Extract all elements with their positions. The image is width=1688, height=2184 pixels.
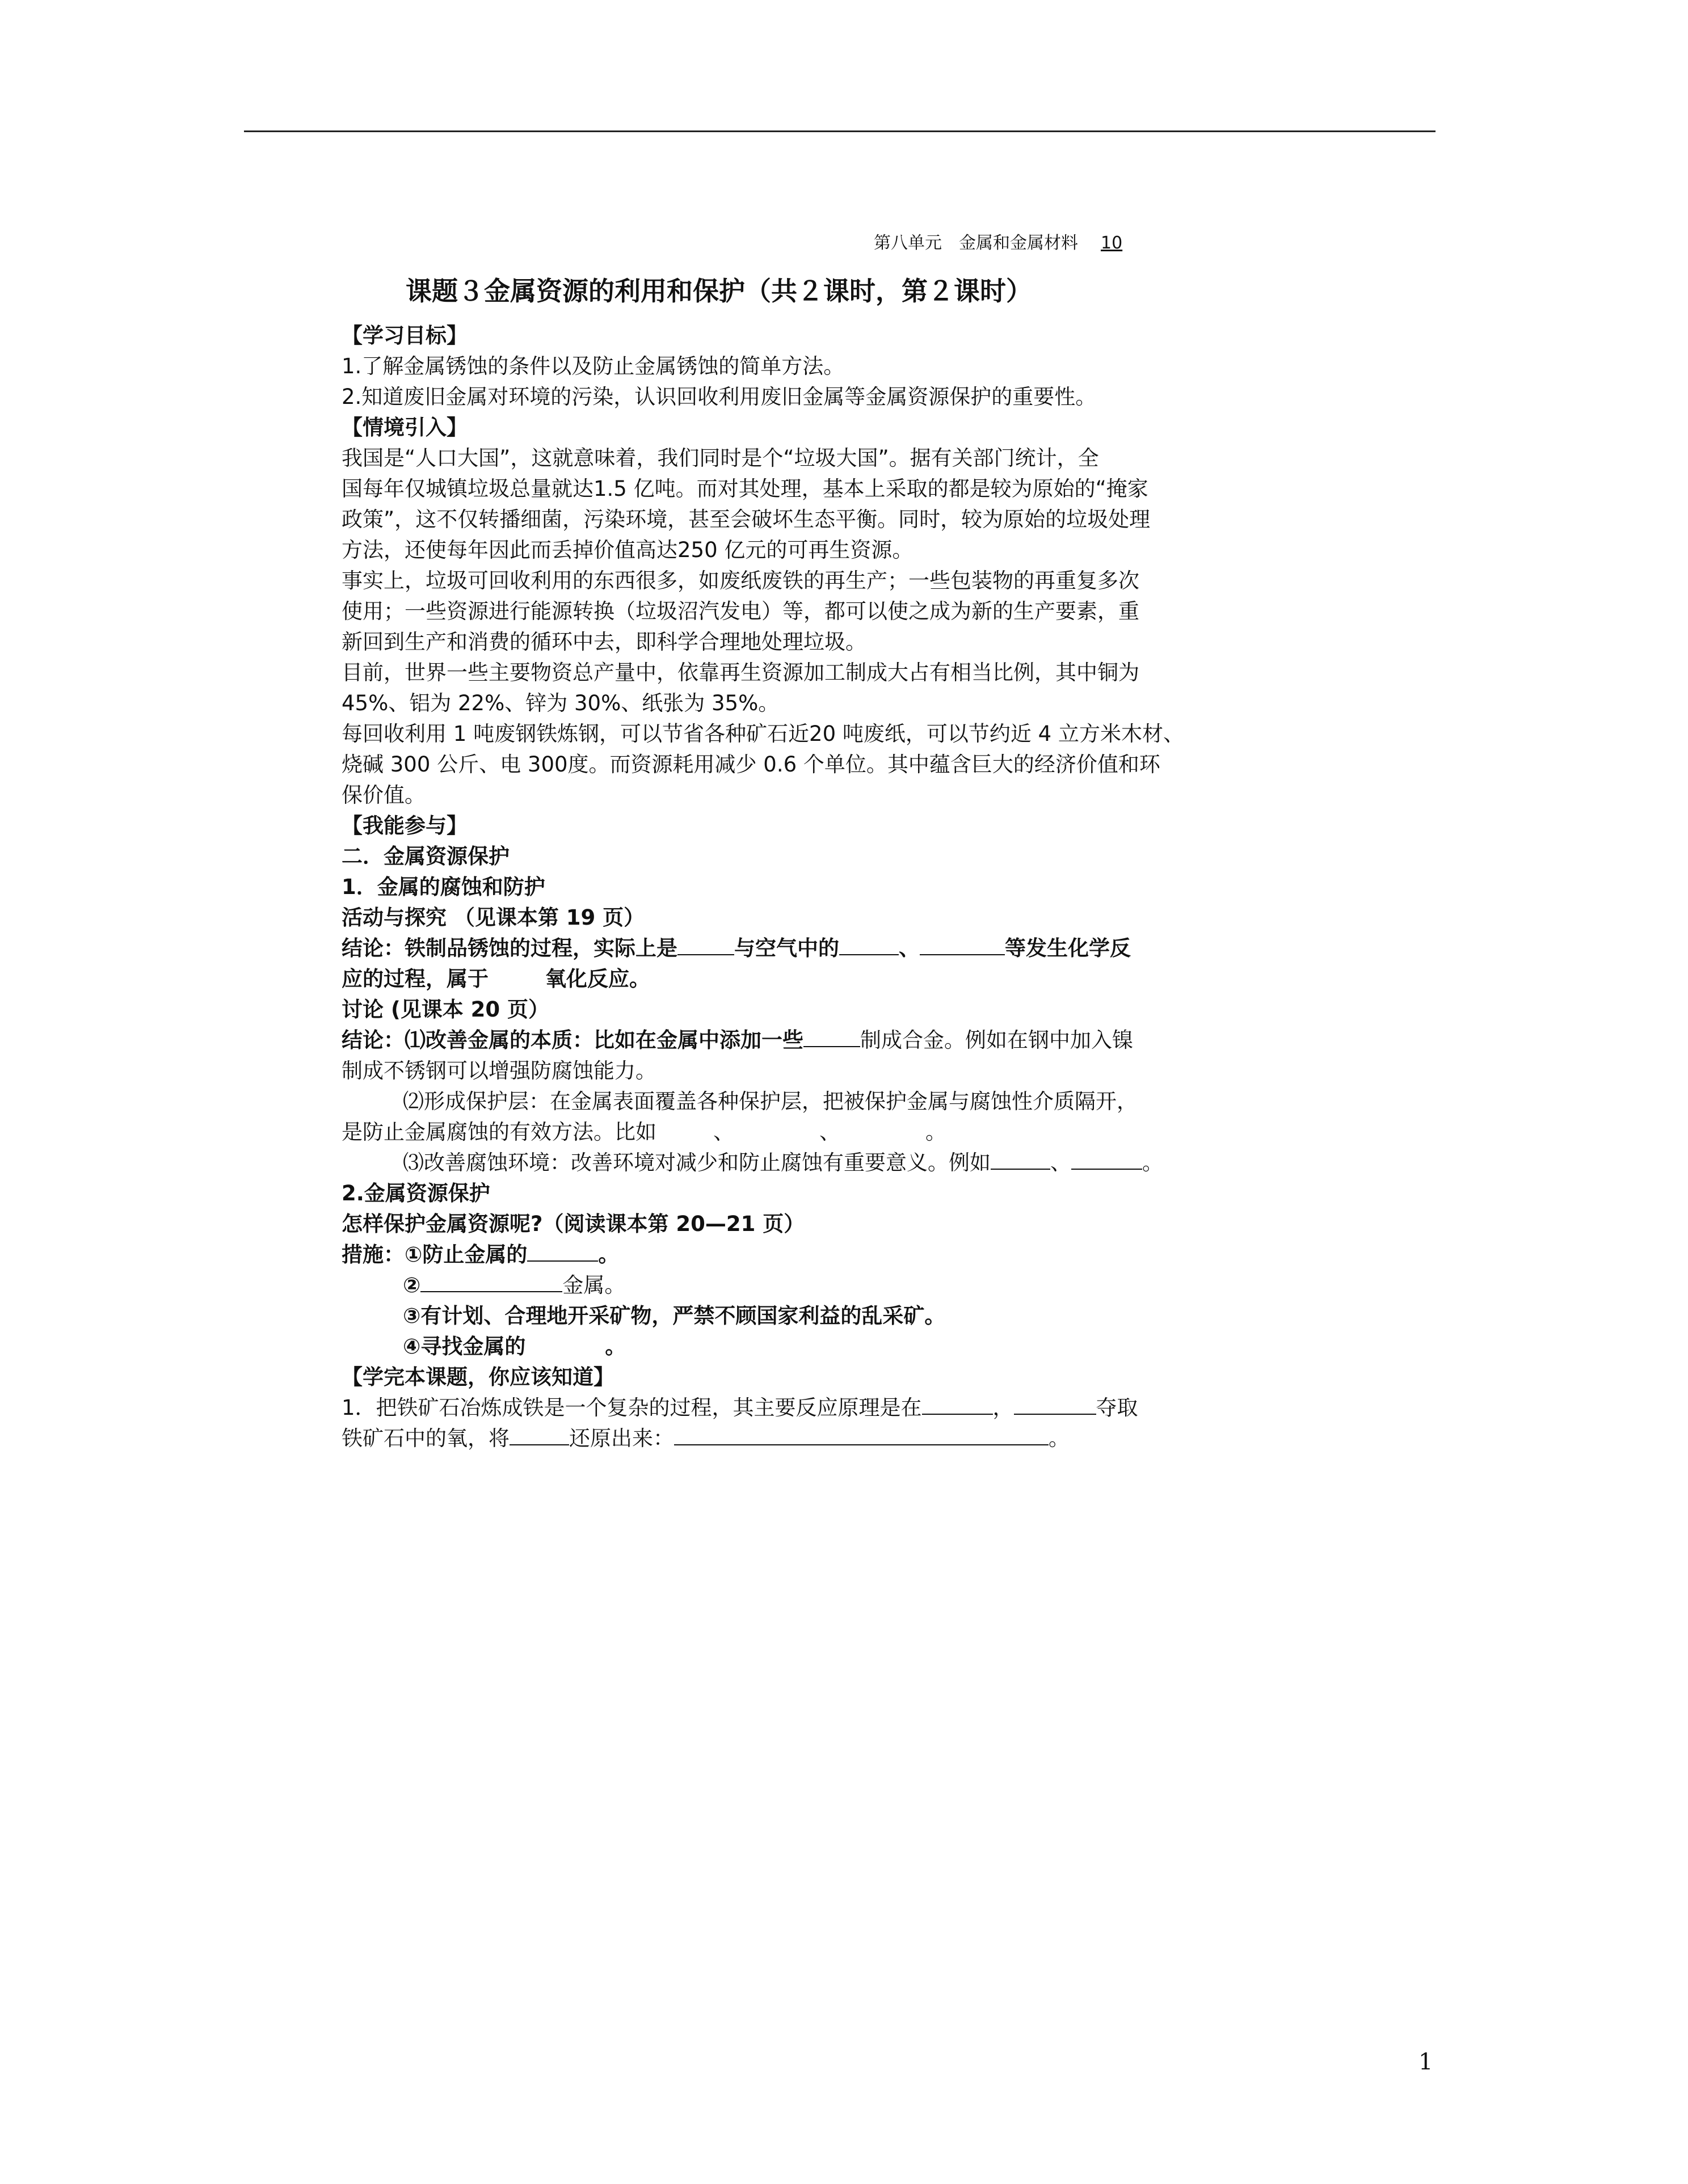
summary-heading: 【学完本课题，你应该知道】 (342, 1365, 614, 1389)
summary-text: 还原出来： (569, 1426, 674, 1451)
summary-text: 1．把铁矿石冶炼成铁是一个复杂的过程，其主要反应原理是在 (342, 1395, 922, 1420)
question-line: 怎样保护金属资源呢?（阅读课本第 20—21 页） (342, 1212, 805, 1236)
goals-heading: 【学习目标】 (342, 323, 468, 348)
page-number: 1 (1418, 2049, 1433, 2075)
header-page-number: 10 (1101, 233, 1123, 253)
conclusion-text: 、 (899, 936, 920, 960)
separator: 。 (598, 1242, 620, 1267)
measure-text: 措施：①防止金属的 (342, 1242, 528, 1267)
fill-blank[interactable] (1014, 1394, 1096, 1415)
discussion-line: 讨论 (见课本 20 页） (342, 997, 550, 1022)
conclusion-text: 制成合金。例如在钢中加入镍 (860, 1028, 1133, 1052)
subsection-heading: 2.金属资源保护 (342, 1181, 490, 1205)
conclusion-text: 与空气中的 (734, 936, 839, 960)
intro-line: 烧碱 300 公斤、电 300度。而资源耗用减少 0.6 个单位。其中蕴含巨大的经济价值和环 (342, 752, 1160, 777)
summary-line-2 (342, 1423, 1147, 1454)
conclusion-2-line-2: 制成不锈钢可以增强防腐蚀能力。 (342, 1059, 656, 1083)
fill-blank[interactable] (510, 1425, 569, 1445)
goal-item: 1.了解金属锈蚀的条件以及防止金属锈蚀的简单方法。 (342, 354, 845, 378)
fill-blank[interactable] (839, 935, 899, 955)
fill-blank[interactable] (803, 1027, 860, 1047)
conclusion-text: 氧化反应。 (545, 967, 650, 991)
intro-line: 目前，世界一些主要物资总产量中，依靠再生资源加工制成大占有相当比例，其中铜为 (342, 660, 1139, 685)
fill-blank[interactable] (922, 1394, 993, 1415)
conclusion-text: 是防止金属腐蚀的有效方法。比如 (342, 1120, 656, 1144)
worksheet-body (342, 321, 1184, 1454)
document-title: 课题３金属资源的利用和保护（共２课时，第２课时） (406, 276, 1032, 306)
protection-layer-line-2 (342, 1117, 1147, 1148)
intro-heading: 【情境引入】 (342, 415, 468, 440)
intro-line: 每回收利用 1 吨废钢铁炼钢，可以节省各种矿石近20 吨废纸，可以节约近 4 立方米木材、 (342, 722, 1184, 746)
intro-line: 新回到生产和消费的循环中去，即科学合理地处理垃圾。 (342, 630, 866, 654)
environment-line (342, 1148, 1163, 1178)
measure-text: ④寻找金属的 (403, 1334, 526, 1359)
measure-text: 金属。 (562, 1273, 626, 1297)
running-head (874, 229, 1140, 254)
subsection-heading: 1．金属的腐蚀和防护 (342, 875, 545, 899)
separator: 、 (1050, 1150, 1071, 1175)
goal-item: 2.知道废旧金属对环境的污染，认识回收利用废旧金属等金属资源保护的重要性。 (342, 385, 1097, 409)
separator: 。 (1049, 1426, 1070, 1451)
separator: 、 (713, 1120, 734, 1144)
conclusion-text: 结论：铁制品锈蚀的过程，实际上是 (342, 936, 677, 960)
participate-heading: 【我能参与】 (342, 813, 468, 838)
separator: ， (992, 1395, 1014, 1420)
separator: 。 (605, 1334, 626, 1359)
intro-line: 45%、铝为 22%、锌为 30%、纸张为 35%。 (342, 691, 780, 715)
fill-blank[interactable] (674, 1425, 1049, 1445)
measure-3: ③有计划、合理地开采矿物，严禁不顾国家利益的乱采矿。 (403, 1304, 946, 1328)
conclusion-1-line-1 (342, 933, 1147, 964)
measure-1 (342, 1239, 1147, 1270)
measure-text: ② (403, 1273, 421, 1297)
intro-line: 使用；一些资源进行能源转换（垃圾沼汽发电）等，都可以使之成为新的生产要素，重 (342, 599, 1139, 623)
fill-blank[interactable] (991, 1149, 1050, 1170)
top-rule (244, 130, 1436, 132)
measure-4 (342, 1331, 1147, 1362)
fill-blank[interactable] (1071, 1149, 1142, 1170)
conclusion-1-line-2 (342, 964, 1147, 994)
conclusion-text: 等发生化学反 (1005, 936, 1131, 960)
conclusion-text: 应的过程，属于 (342, 967, 489, 991)
fill-blank[interactable] (527, 1241, 598, 1262)
conclusion-text: 结论：⑴改善金属的本质：比如在金属中添加一些 (342, 1028, 803, 1052)
conclusion-2-line-1 (342, 1025, 1147, 1056)
measure-2 (342, 1270, 1147, 1301)
fill-blank[interactable] (677, 935, 734, 955)
intro-line: 政策”，这不仅转播细菌，污染环境，甚至会破坏生态平衡。同时，较为原始的垃圾处理 (342, 507, 1151, 532)
fill-blank[interactable] (420, 1272, 562, 1292)
protection-layer-line-1: ⑵形成保护层：在金属表面覆盖各种保护层，把被保护金属与腐蚀性介质隔开， (403, 1089, 1138, 1114)
activity-line: 活动与探究 （见课本第 19 页） (342, 905, 645, 930)
summary-line-1 (342, 1393, 1147, 1423)
intro-line: 方法，还使每年因此而丢掉价值高达250 亿元的可再生资源。 (342, 538, 914, 562)
intro-line: 我国是“人口大国”，这就意味着，我们同时是个“垃圾大国”。据有关部门统计，全 (342, 446, 1099, 470)
conclusion-text: ⑶改善腐蚀环境：改善环境对减少和防止腐蚀有重要意义。例如 (403, 1150, 991, 1175)
fill-blank[interactable] (920, 935, 1005, 955)
separator: 。 (925, 1120, 946, 1144)
unit-label: 第八单元 金属和金属材料 (874, 233, 1078, 253)
intro-line: 保价值。 (342, 783, 426, 807)
separator: 、 (819, 1120, 840, 1144)
separator: 。 (1142, 1150, 1163, 1175)
intro-line: 国每年仅城镇垃圾总量就达1.5 亿吨。而对其处理，基本上采取的都是较为原始的“掩家 (342, 477, 1148, 501)
summary-text: 夺取 (1096, 1395, 1138, 1420)
intro-line: 事实上，垃圾可回收利用的东西很多，如废纸废铁的再生产；一些包装物的再重复多次 (342, 568, 1139, 593)
summary-text: 铁矿石中的氧，将 (342, 1426, 510, 1451)
section-heading: 二．金属资源保护 (342, 844, 510, 868)
